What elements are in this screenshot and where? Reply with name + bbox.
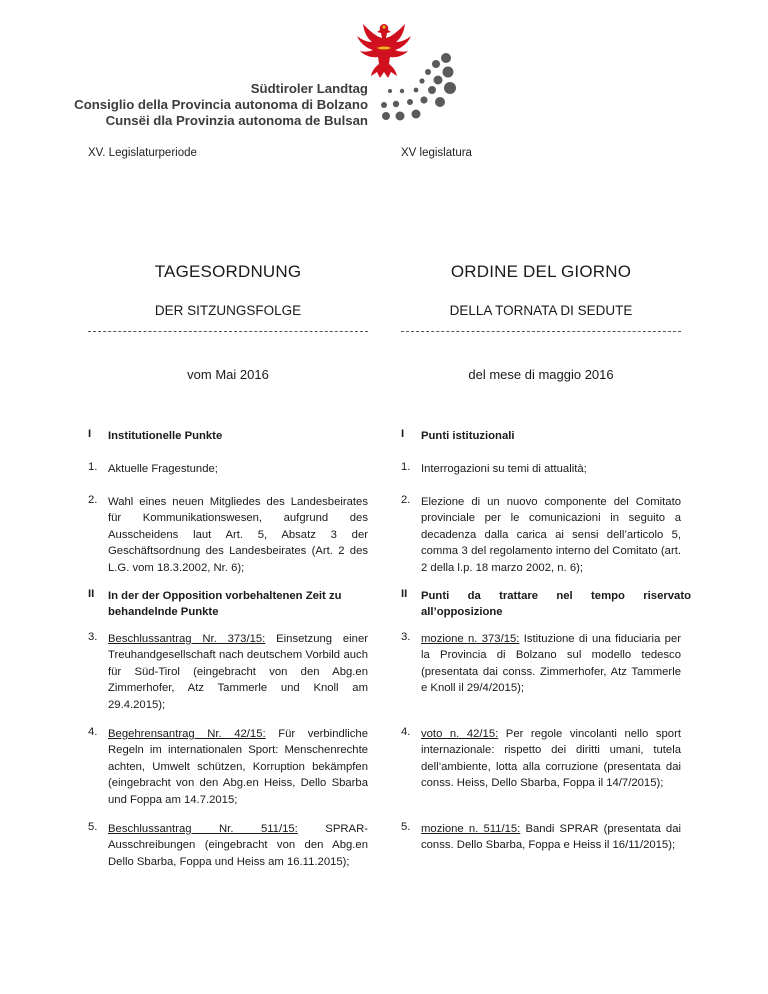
item-number-de: I	[88, 428, 92, 440]
item-reference-de: Beschlussantrag Nr. 511/15:	[108, 823, 298, 835]
item-reference-it: mozione n. 511/15:	[421, 823, 521, 835]
item-text-it	[421, 821, 681, 854]
item-text-de	[108, 631, 368, 713]
item-heading-de: Institutionelle Punkte	[108, 430, 223, 442]
organization-name	[74, 81, 368, 129]
item-number-it: 3.	[401, 631, 411, 643]
divider-it	[401, 331, 681, 332]
item-reference-it: voto n. 42/15:	[421, 728, 499, 740]
dots-logo-icon	[380, 50, 470, 122]
date-de: vom Mai 2016	[187, 367, 269, 382]
item-reference-de: Beschlussantrag Nr. 373/15:	[108, 633, 266, 645]
item-body-it: Istituzione di una fiduciaria per la Provincia di Bolzano sul modello tedesco (presentata dai conss. Zimmerhofer, Atz Tammerle e Knoll il 29/4/2015);	[421, 633, 681, 695]
item-text-it: Elezione di un nuovo componente del Comitato provinciale per le comunicazioni in seguito a decadenza dalla carica ai sensi dell’articolo 5, comma 3 del regolamento interno del Comitato (art. 2 della l.p. 18 marzo 2002, n. 6);	[421, 496, 681, 574]
item-heading-it: Punti istituzionali	[421, 430, 515, 442]
item-number-de: II	[88, 588, 95, 600]
item-number-it: II	[401, 588, 408, 600]
item-number-it: I	[401, 428, 405, 440]
item-number-de: 3.	[88, 631, 98, 643]
item-number-it: 5.	[401, 821, 411, 833]
legislative-period-it: XV legislatura	[401, 147, 472, 159]
item-number-it: 2.	[401, 494, 411, 506]
item-text-it	[421, 726, 681, 792]
org-line-lad: Cunsëi dla Provinzia autonoma de Bulsan	[105, 113, 368, 128]
item-number-de: 5.	[88, 821, 98, 833]
item-number-de: 2.	[88, 494, 98, 506]
item-text-de	[108, 726, 368, 808]
item-heading-de: In der der Opposition vorbehaltenen Zeit zu behandelnde Punkte	[108, 590, 342, 619]
date-it: del mese di maggio 2016	[468, 367, 614, 382]
divider-de	[88, 331, 368, 332]
org-line-it: Consiglio della Provincia autonoma di Bolzano	[74, 97, 368, 112]
item-number-it: 4.	[401, 726, 411, 738]
item-number-de: 4.	[88, 726, 98, 738]
title-de: TAGESORDNUNG	[154, 262, 302, 281]
legislative-period-de: XV. Legislaturperiode	[88, 147, 197, 159]
item-text-it	[421, 631, 681, 697]
item-reference-it: mozione n. 373/15:	[421, 633, 520, 645]
item-body-de: Für verbindliche Regeln im internationalen Sport: Menschenrechte achten, Umwelt schützen, Korruption bekämpfen (eingebracht von den Abg.en Heiss, Dello Sbarba und Foppa am 14.7.2015;	[108, 728, 368, 806]
item-reference-de: Begehrensantrag Nr. 42/15:	[108, 728, 266, 740]
item-body-it: Per regole vincolanti nello sport internazionale: rispetto dei diritti umani, tutela dell’ambiente, lotta alla corruzione (presentata dai conss. Heiss, Dello Sbarba, Foppa il 14/7/2015);	[421, 728, 681, 790]
subtitle-de: DER SITZUNGSFOLGE	[154, 303, 302, 318]
item-text-de	[108, 821, 368, 870]
item-text-de: Wahl eines neuen Mitgliedes des Landesbeirates für Kommunikationswesen, aufgrund des Ausscheidens laut Art. 5, Absatz 3 der Geschäftsordnung des Landesbeirates (Art. 2 des L.G. vom 18.3.2002, Nr. 6);	[108, 496, 368, 574]
item-number-de: 1.	[88, 461, 98, 473]
item-text-de: Aktuelle Fragestunde;	[108, 463, 218, 475]
subtitle-it: DELLA TORNATA DI SEDUTE	[449, 303, 633, 318]
item-number-it: 1.	[401, 461, 411, 473]
item-body-de: Einsetzung einer Treuhandgesellschaft nach deutschem Vorbild auch für Süd-Tirol (eingebracht von den Abg.en Zimmerhofer, Atz Tammerle und Knoll am 29.4.2015);	[108, 633, 368, 711]
item-body-de: SPRAR-Ausschreibungen (eingebracht von den Abg.en Dello Sbarba, Foppa und Heiss am 16.11.2015);	[108, 823, 368, 868]
org-line-de: Südtiroler Landtag	[250, 81, 368, 96]
item-heading-it: Punti da trattare nel tempo riservato all’opposizione	[421, 590, 691, 619]
title-it: ORDINE DEL GIORNO	[450, 262, 632, 281]
item-text-it: Interrogazioni su temi di attualità;	[421, 463, 587, 475]
item-body-it: Bandi SPRAR (presentata dai conss. Dello Sbarba, Foppa e Heiss il 16/11/2015);	[421, 823, 681, 852]
